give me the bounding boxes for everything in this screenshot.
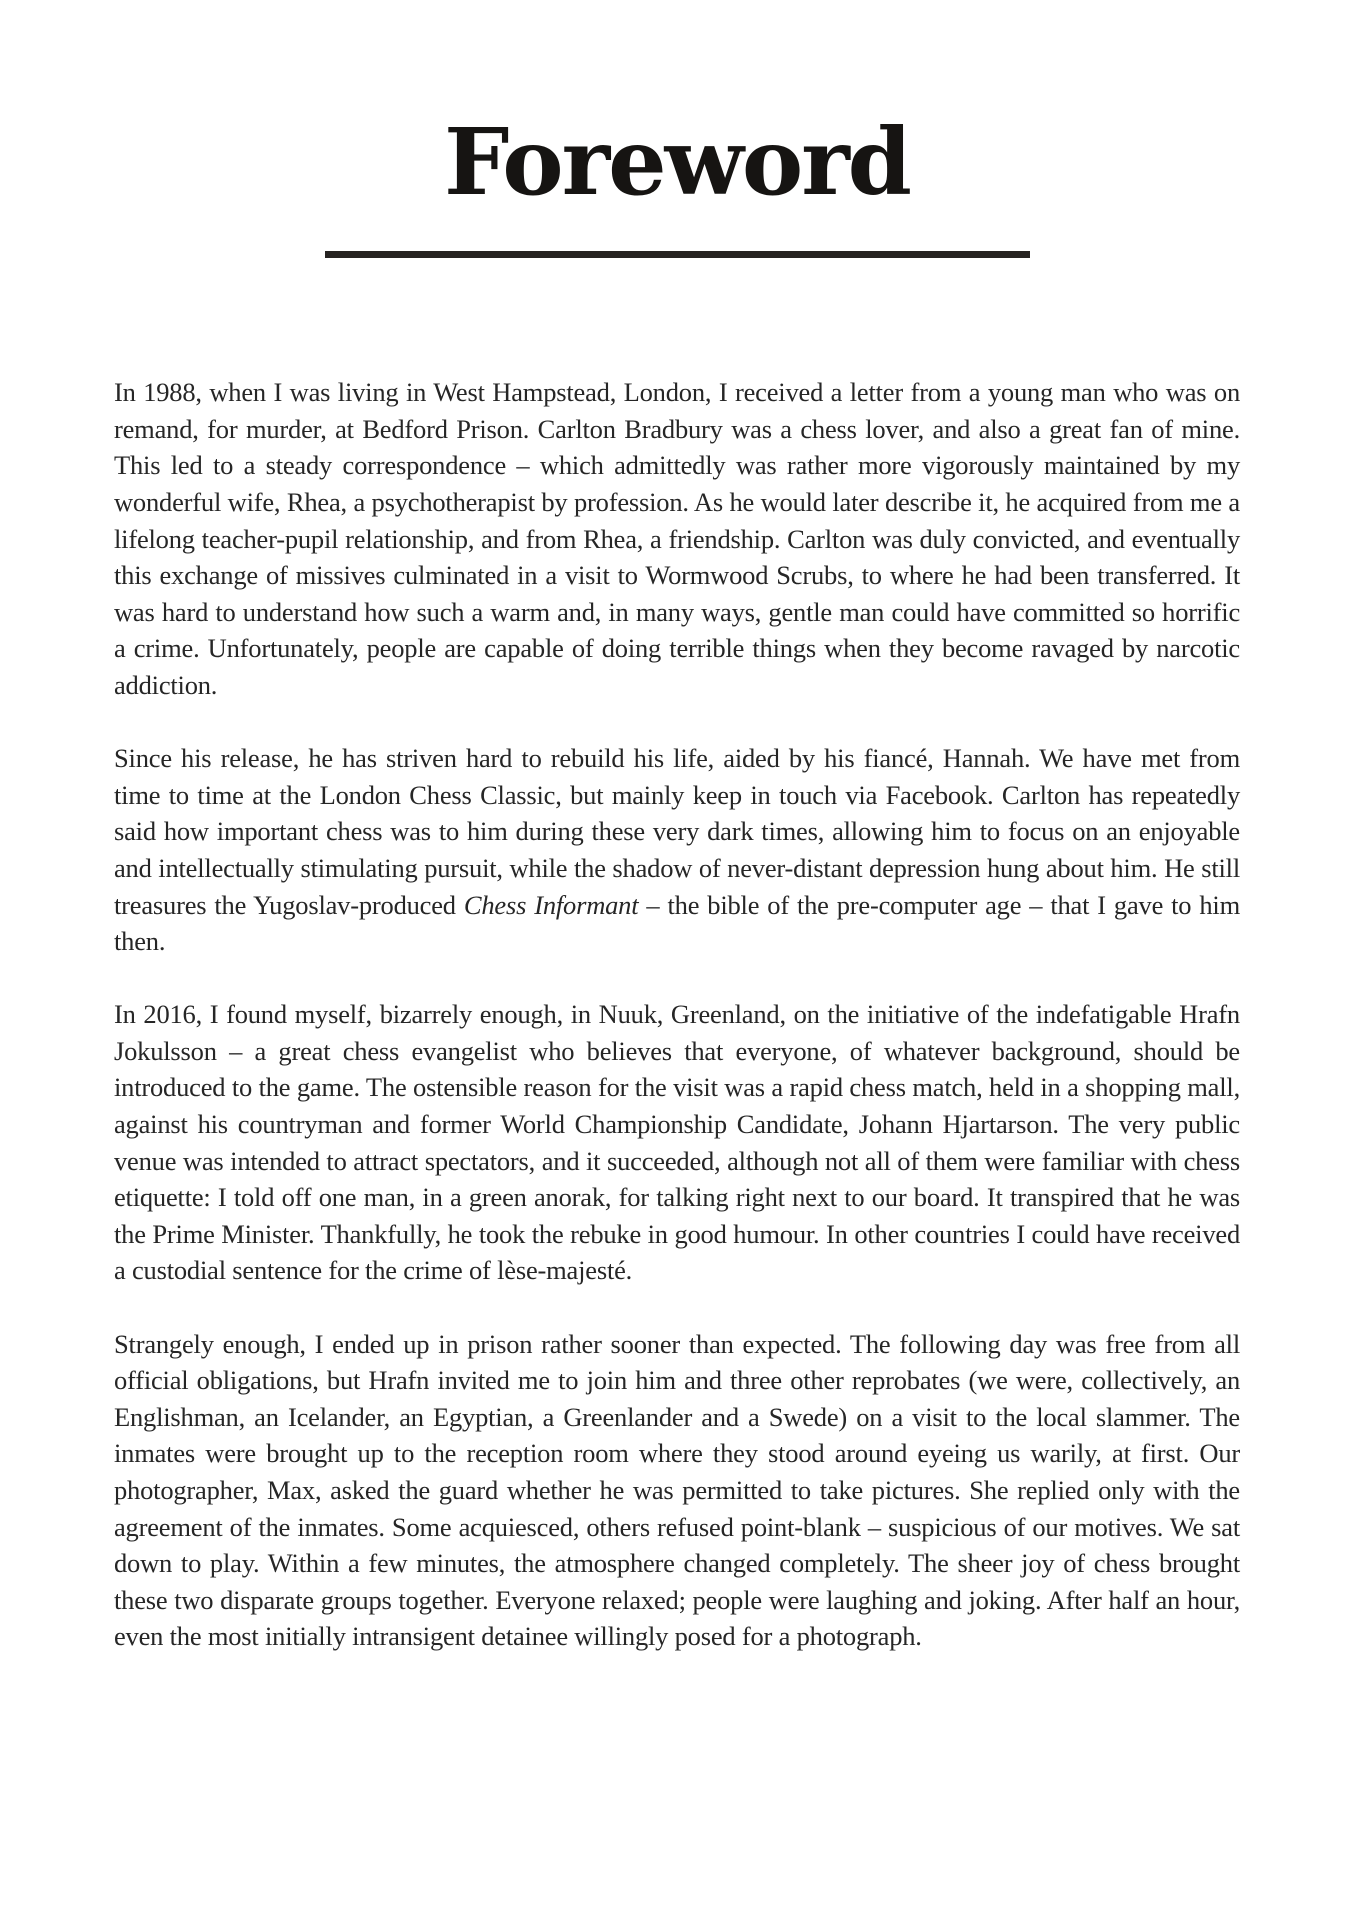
text-run: In 1988, when I was living in West Hampstead, London, I received a letter from a young man who was on remand, for murder, at Bedford Prison. Carlton Bradbury was a chess lover, and also a great fan of mine. This led to a steady correspondence – which admittedly was rather more vigorously maintained by my wonderful wife, Rhea, a psychotherapist by profession. As he would later describe it, he acquired from me a lifelong teacher-pupil relationship, and from Rhea, a friendship. Carlton was duly convicted, and eventually this exchange of missives culminated in a visit to Wormwood Scrubs, to where he had been transferred. It was hard to understand how such a warm and, in many ways, gentle man could have committed so horrific a crime. Unfortunately, people are capable of doing terrible things when they become ravaged by narcotic addiction. — [114, 377, 1240, 700]
body-text — [114, 374, 1240, 1655]
paragraph — [114, 740, 1240, 960]
text-run: – the bible of the pre-computer age – that I gave to him then. — [114, 889, 1240, 957]
text-run: Strangely enough, I ended up in prison rather sooner than expected. The following day was free from all official obligations, but Hrafn invited me to join him and three other reprobates (we were, collectively, an Englishman, an Icelander, an Egyptian, a Greenlander and a Swede) on a visit to the local slammer. The inmates were brought up to the reception room where they stood around eyeing us warily, at first. Our photographer, Max, asked the guard whether he was permitted to take pictures. She replied only with the agreement of the inmates. Some acquiesced, others refused point-blank – suspicious of our motives. We sat down to play. Within a few minutes, the atmosphere changed completely. The sheer joy of chess brought these two disparate groups together. Everyone relaxed; people were laughing and joking. After half an hour, even the most initially intransigent detainee willingly posed for a photograph. — [114, 1328, 1240, 1652]
text-run: In 2016, I found myself, bizarrely enough, in Nuuk, Greenland, on the initiative of the indefatigable Hrafn Jokulsson – a great chess evangelist who believes that everyone, of whatever background, should be introduced to the game. The ostensible reason for the visit was a rapid chess match, held in a shopping mall, against his countryman and former World Championship Candidate, Johann Hjartarson. The very public venue was intended to attract spectators, and it succeeded, although not all of them were familiar with chess etiquette: I told off one man, in a green anorak, for talking right next to our board. It transpired that he was the Prime Minister. Thankfully, he took the rebuke in good humour. In other countries I could have received a custodial sentence for the crime of lèse-majesté. — [114, 999, 1240, 1286]
text-run: Since his release, he has striven hard to rebuild his life, aided by his fiancé, Hannah. We have met from time to time at the London Chess Classic, but mainly keep in touch via Facebook. Carlton has repeatedly said how important chess was to him during these very dark times, allowing him to focus on an enjoyable and intellectually stimulating pursuit, while the shadow of never-distant depression hung about him. He still treasures the Yugoslav-produced — [114, 743, 1240, 920]
title-block — [114, 0, 1240, 258]
italic-text-run: Chess Informant — [463, 889, 639, 920]
paragraph — [114, 374, 1240, 703]
paragraph — [114, 996, 1240, 1289]
paragraph — [114, 1326, 1240, 1655]
title-rule — [325, 251, 1030, 258]
page-title: Foreword — [443, 108, 910, 216]
